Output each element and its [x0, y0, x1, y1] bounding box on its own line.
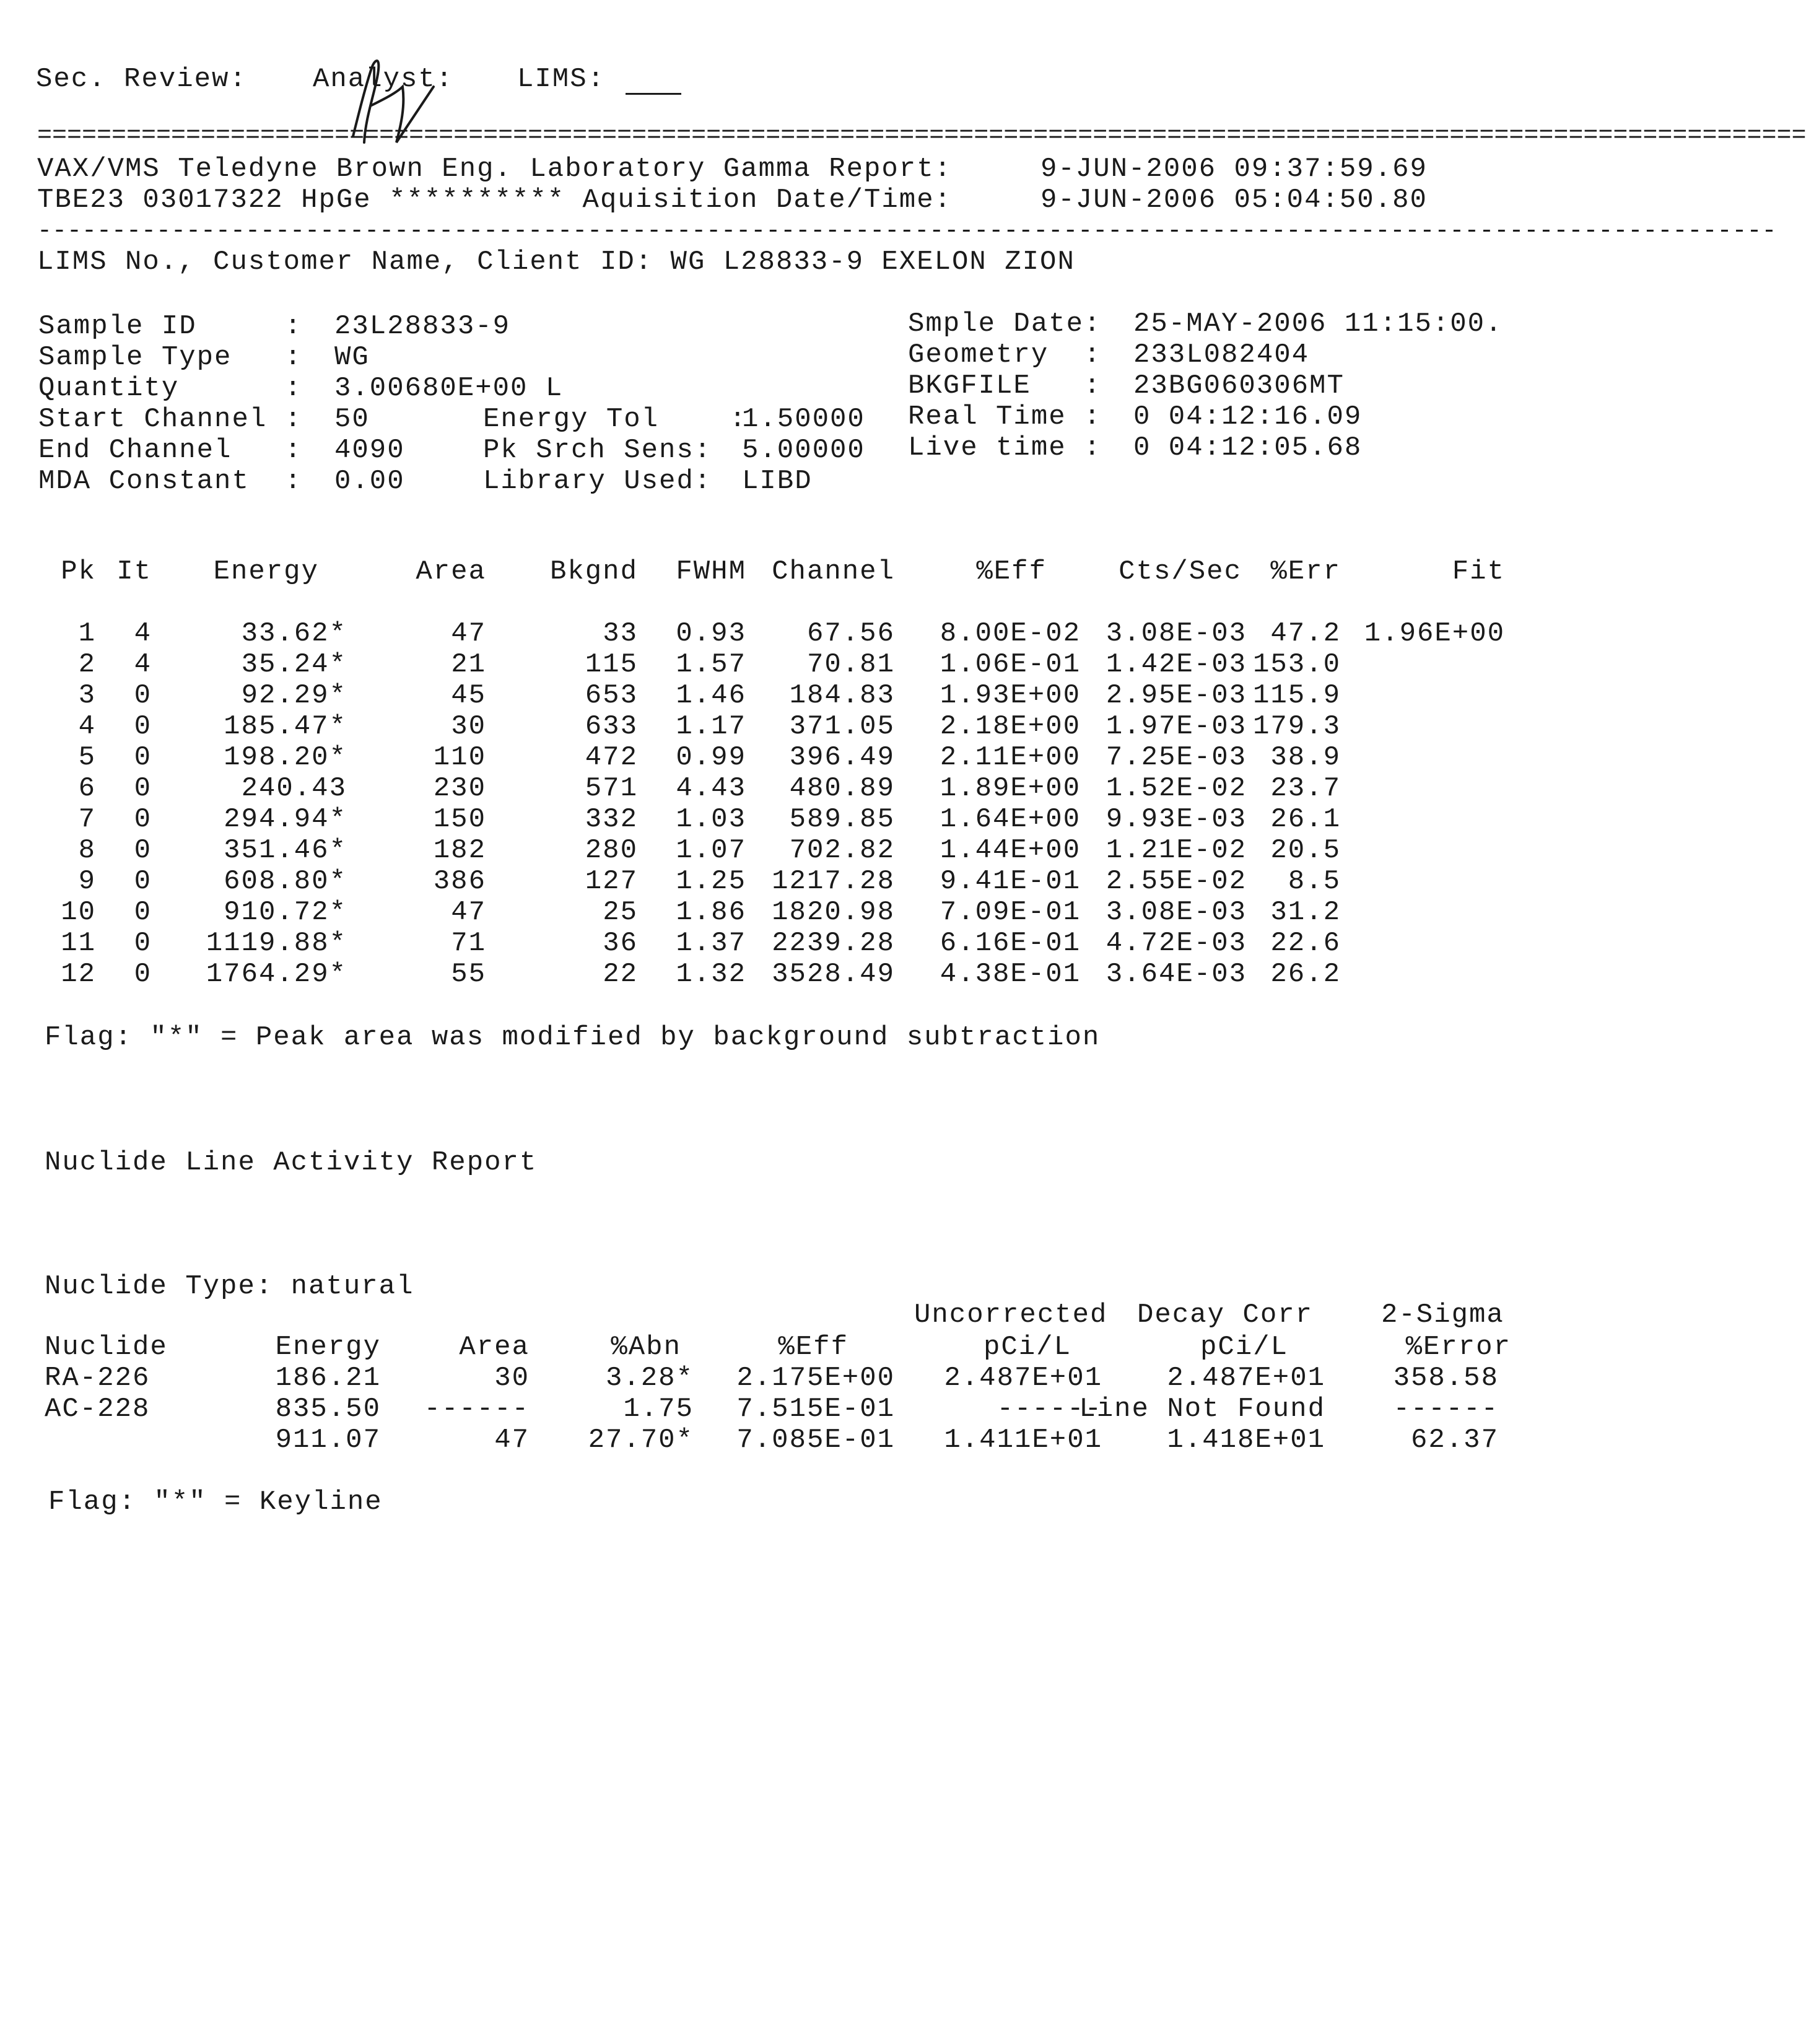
nuclide-cell-eff: 7.515E-01 — [736, 1394, 895, 1425]
cell-eff: 1.89E+00 — [940, 773, 1081, 804]
cell-fit: 1.96E+00 — [1364, 618, 1505, 649]
cell-channel: 3528.49 — [772, 959, 895, 990]
cell-fwhm: 1.86 — [676, 897, 746, 928]
nuclide-cell-uncorr: ------ — [997, 1394, 1102, 1425]
cell-fwhm: 1.07 — [676, 835, 746, 866]
cell-fwhm: 1.37 — [676, 928, 746, 959]
cell-cts-sec: 1.42E-03 — [1106, 649, 1247, 680]
header-two-sigma: 2-Sigma — [1381, 1299, 1504, 1330]
cell-pk: 12 — [61, 959, 96, 990]
library-used-label: Library Used: — [483, 466, 712, 497]
live-time-label: Live time : — [908, 432, 1102, 463]
cell-err: 31.2 — [1270, 897, 1341, 928]
cell-area: 45 — [451, 680, 486, 711]
cell-energy: 1764.29* — [206, 959, 347, 990]
acquisition-datetime: 9-JUN-2006 05:04:50.80 — [1040, 185, 1428, 216]
cell-bkgnd: 571 — [585, 773, 638, 804]
cell-bkgnd: 115 — [585, 649, 638, 680]
energy-tol-value: 1.50000 — [742, 404, 865, 435]
lims-blank-underline — [626, 93, 681, 95]
nuclide-cell-abn: 3.28* — [605, 1363, 694, 1394]
geometry-value: 233L082404 — [1133, 339, 1310, 370]
cell-cts-sec: 2.55E-02 — [1106, 866, 1247, 897]
nuc-col-area: Area — [459, 1332, 530, 1363]
nuclide-cell-err: 62.37 — [1410, 1425, 1499, 1456]
cell-it: 0 — [134, 773, 152, 804]
mda-constant-value: 0.00 — [334, 466, 405, 497]
cell-bkgnd: 332 — [585, 804, 638, 835]
col-header-err: %Err — [1270, 556, 1341, 587]
report-title: VAX/VMS Teledyne Brown Eng. Laboratory Gamma Report: — [37, 154, 953, 185]
cell-channel: 371.05 — [789, 711, 895, 742]
sample-id-value: 23L28833-9 — [334, 311, 511, 342]
lims-customer-line: LIMS No., Customer Name, Client ID: WG L28833-9 EXELON ZION — [37, 247, 1075, 277]
cell-err: 22.6 — [1270, 928, 1341, 959]
library-used-value: LIBD — [742, 466, 813, 497]
cell-energy: 294.94* — [224, 804, 347, 835]
nuc-col-nuclide: Nuclide — [45, 1332, 168, 1363]
cell-channel: 1820.98 — [772, 897, 895, 928]
cell-channel: 702.82 — [789, 835, 895, 866]
cell-err: 26.1 — [1270, 804, 1341, 835]
nuclide-cell-abn: 27.70* — [588, 1425, 694, 1456]
nuclide-cell-area: 47 — [494, 1425, 530, 1456]
cell-pk: 10 — [61, 897, 96, 928]
nuc-col-error: %Error — [1405, 1332, 1511, 1363]
nuc-col-eff: %Eff — [778, 1332, 848, 1363]
geometry-label: Geometry : — [908, 339, 1102, 370]
pk-srch-sens-value: 5.00000 — [742, 435, 865, 466]
col-header-pk: Pk — [61, 556, 96, 587]
cell-bkgnd: 33 — [603, 618, 638, 649]
cell-fwhm: 1.03 — [676, 804, 746, 835]
nuclide-cell-decay: Line Not Found — [1079, 1394, 1325, 1425]
cell-eff: 4.38E-01 — [940, 959, 1081, 990]
cell-cts-sec: 2.95E-03 — [1106, 680, 1247, 711]
cell-err: 179.3 — [1252, 711, 1341, 742]
cell-it: 0 — [134, 928, 152, 959]
cell-fwhm: 1.46 — [676, 680, 746, 711]
cell-channel: 70.81 — [806, 649, 895, 680]
detector-line: TBE23 03017322 HpGe ********** Aquisition Date/Time: — [37, 185, 953, 216]
cell-it: 0 — [134, 804, 152, 835]
cell-area: 230 — [433, 773, 486, 804]
cell-it: 4 — [134, 618, 152, 649]
cell-eff: 1.64E+00 — [940, 804, 1081, 835]
energy-tol-label: Energy Tol : — [483, 404, 748, 435]
nuclide-type-line: Nuclide Type: natural — [45, 1271, 414, 1302]
cell-err: 153.0 — [1252, 649, 1341, 680]
cell-area: 182 — [433, 835, 486, 866]
cell-cts-sec: 1.21E-02 — [1106, 835, 1247, 866]
cell-area: 21 — [451, 649, 486, 680]
nuclide-cell-uncorr: 1.411E+01 — [944, 1425, 1102, 1456]
cell-fwhm: 0.99 — [676, 742, 746, 773]
nuclide-report-title: Nuclide Line Activity Report — [45, 1147, 538, 1178]
col-header-channel: Channel — [772, 556, 895, 587]
cell-channel: 480.89 — [789, 773, 895, 804]
cell-area: 47 — [451, 618, 486, 649]
cell-cts-sec: 3.08E-03 — [1106, 897, 1247, 928]
cell-area: 55 — [451, 959, 486, 990]
cell-it: 0 — [134, 711, 152, 742]
cell-energy: 92.29* — [241, 680, 347, 711]
col-header-fit: Fit — [1452, 556, 1505, 587]
cell-it: 0 — [134, 680, 152, 711]
cell-bkgnd: 280 — [585, 835, 638, 866]
nuclide-cell-err: ------ — [1393, 1394, 1499, 1425]
nuc-col-uncorr: pCi/L — [983, 1332, 1071, 1363]
nuclide-cell-abn: 1.75 — [623, 1394, 694, 1425]
nuclide-cell-uncorr: 2.487E+01 — [944, 1363, 1102, 1394]
cell-bkgnd: 633 — [585, 711, 638, 742]
cell-channel: 2239.28 — [772, 928, 895, 959]
pk-srch-sens-label: Pk Srch Sens: — [483, 435, 712, 466]
sample-type-value: WG — [334, 342, 370, 373]
cell-pk: 3 — [78, 680, 96, 711]
quantity-value: 3.00680E+00 L — [334, 373, 564, 404]
nuc-col-energy: Energy — [275, 1332, 381, 1363]
cell-eff: 6.16E-01 — [940, 928, 1081, 959]
cell-area: 71 — [451, 928, 486, 959]
header-decay-corr: Decay Corr — [1137, 1299, 1314, 1330]
cell-err: 26.2 — [1270, 959, 1341, 990]
start-channel-label: Start Channel : — [38, 404, 303, 435]
cell-cts-sec: 4.72E-03 — [1106, 928, 1247, 959]
cell-pk: 11 — [61, 928, 96, 959]
real-time-value: 0 04:12:16.09 — [1133, 401, 1363, 432]
col-header-energy: Energy — [213, 556, 319, 587]
cell-bkgnd: 653 — [585, 680, 638, 711]
cell-pk: 8 — [78, 835, 96, 866]
cell-eff: 7.09E-01 — [940, 897, 1081, 928]
keyline-flag-note: Flag: "*" = Keyline — [48, 1487, 383, 1518]
cell-cts-sec: 3.64E-03 — [1106, 959, 1247, 990]
cell-bkgnd: 36 — [603, 928, 638, 959]
cell-energy: 910.72* — [224, 897, 347, 928]
cell-fwhm: 1.32 — [676, 959, 746, 990]
cell-it: 0 — [134, 897, 152, 928]
cell-fwhm: 0.93 — [676, 618, 746, 649]
cell-energy: 185.47* — [224, 711, 347, 742]
sec-review-label: Sec. Review: — [36, 64, 247, 95]
real-time-label: Real Time : — [908, 401, 1102, 432]
cell-energy: 198.20* — [224, 742, 347, 773]
single-rule: --------------------------------------------------------------------------------------------------------------------- — [37, 217, 1777, 245]
cell-channel: 1217.28 — [772, 866, 895, 897]
cell-cts-sec: 1.97E-03 — [1106, 711, 1247, 742]
cell-it: 4 — [134, 649, 152, 680]
col-header-eff: %Eff — [976, 556, 1047, 587]
analyst-label: Analyst: — [313, 64, 454, 95]
mda-constant-label: MDA Constant : — [38, 466, 303, 497]
report-datetime: 9-JUN-2006 09:37:59.69 — [1040, 154, 1428, 185]
cell-fwhm: 1.57 — [676, 649, 746, 680]
cell-cts-sec: 7.25E-03 — [1106, 742, 1247, 773]
nuc-col-abn: %Abn — [611, 1332, 681, 1363]
cell-bkgnd: 127 — [585, 866, 638, 897]
cell-fwhm: 1.17 — [676, 711, 746, 742]
cell-eff: 2.18E+00 — [940, 711, 1081, 742]
sample-date-label: Smple Date: — [908, 308, 1102, 339]
cell-it: 0 — [134, 742, 152, 773]
cell-bkgnd: 472 — [585, 742, 638, 773]
cell-eff: 9.41E-01 — [940, 866, 1081, 897]
cell-pk: 7 — [78, 804, 96, 835]
nuclide-cell-decay: 2.487E+01 — [1167, 1363, 1325, 1394]
cell-area: 386 — [433, 866, 486, 897]
nuc-col-decay: pCi/L — [1200, 1332, 1288, 1363]
sample-id-label: Sample ID : — [38, 311, 303, 342]
nuclide-cell-area: 30 — [494, 1363, 530, 1394]
cell-area: 30 — [451, 711, 486, 742]
cell-err: 115.9 — [1252, 680, 1341, 711]
nuclide-cell-energy: 186.21 — [275, 1363, 381, 1394]
cell-cts-sec: 3.08E-03 — [1106, 618, 1247, 649]
cell-energy: 33.62* — [241, 618, 347, 649]
cell-err: 23.7 — [1270, 773, 1341, 804]
sample-date-value: 25-MAY-2006 11:15:00. — [1133, 308, 1503, 339]
nuclide-cell-decay: 1.418E+01 — [1167, 1425, 1325, 1456]
sample-type-label: Sample Type : — [38, 342, 303, 373]
cell-cts-sec: 9.93E-03 — [1106, 804, 1247, 835]
cell-it: 0 — [134, 959, 152, 990]
cell-channel: 184.83 — [789, 680, 895, 711]
col-header-it: It — [116, 556, 152, 587]
cell-area: 150 — [433, 804, 486, 835]
live-time-value: 0 04:12:05.68 — [1133, 432, 1363, 463]
cell-err: 8.5 — [1288, 866, 1341, 897]
cell-pk: 5 — [78, 742, 96, 773]
cell-fwhm: 1.25 — [676, 866, 746, 897]
cell-energy: 1119.88* — [206, 928, 347, 959]
nuclide-cell-eff: 2.175E+00 — [736, 1363, 895, 1394]
cell-channel: 589.85 — [789, 804, 895, 835]
cell-channel: 396.49 — [789, 742, 895, 773]
col-header-fwhm: FWHM — [676, 556, 746, 587]
cell-eff: 1.93E+00 — [940, 680, 1081, 711]
cell-pk: 2 — [78, 649, 96, 680]
nuclide-cell-energy: 911.07 — [275, 1425, 381, 1456]
end-channel-label: End Channel : — [38, 435, 303, 466]
peak-flag-note: Flag: "*" = Peak area was modified by background subtraction — [45, 1022, 1101, 1053]
nuclide-cell-area: ------ — [424, 1394, 530, 1425]
cell-area: 110 — [433, 742, 486, 773]
cell-area: 47 — [451, 897, 486, 928]
cell-eff: 1.44E+00 — [940, 835, 1081, 866]
cell-bkgnd: 25 — [603, 897, 638, 928]
header-uncorrected: Uncorrected — [914, 1299, 1108, 1330]
nuclide-cell-eff: 7.085E-01 — [736, 1425, 895, 1456]
cell-pk: 9 — [78, 866, 96, 897]
cell-pk: 4 — [78, 711, 96, 742]
col-header-area: Area — [416, 556, 486, 587]
cell-cts-sec: 1.52E-02 — [1106, 773, 1247, 804]
nuclide-cell-energy: 835.50 — [275, 1394, 381, 1425]
nuclide-cell-err: 358.58 — [1393, 1363, 1499, 1394]
cell-eff: 8.00E-02 — [940, 618, 1081, 649]
quantity-label: Quantity : — [38, 373, 303, 404]
lims-label: LIMS: — [517, 64, 606, 95]
cell-bkgnd: 22 — [603, 959, 638, 990]
start-channel-value: 50 — [334, 404, 370, 435]
double-rule: ======================================================================================================================= — [37, 122, 1806, 150]
cell-err: 20.5 — [1270, 835, 1341, 866]
bkgfile-label: BKGFILE : — [908, 370, 1102, 401]
cell-fwhm: 4.43 — [676, 773, 746, 804]
cell-energy: 608.80* — [224, 866, 347, 897]
cell-eff: 1.06E-01 — [940, 649, 1081, 680]
nuclide-cell-nuclide: RA-226 — [45, 1363, 150, 1394]
cell-pk: 1 — [78, 618, 96, 649]
cell-eff: 2.11E+00 — [940, 742, 1081, 773]
cell-err: 47.2 — [1270, 618, 1341, 649]
cell-channel: 67.56 — [806, 618, 895, 649]
cell-energy: 351.46* — [224, 835, 347, 866]
cell-it: 0 — [134, 835, 152, 866]
cell-pk: 6 — [78, 773, 96, 804]
cell-err: 38.9 — [1270, 742, 1341, 773]
cell-energy: 35.24* — [241, 649, 347, 680]
col-header-cts-sec: Cts/Sec — [1119, 556, 1242, 587]
end-channel-value: 4090 — [334, 435, 405, 466]
cell-energy: 240.43 — [241, 773, 347, 804]
nuclide-cell-nuclide: AC-228 — [45, 1394, 150, 1425]
cell-it: 0 — [134, 866, 152, 897]
bkgfile-value: 23BG060306MT — [1133, 370, 1345, 401]
col-header-bkgnd: Bkgnd — [549, 556, 638, 587]
